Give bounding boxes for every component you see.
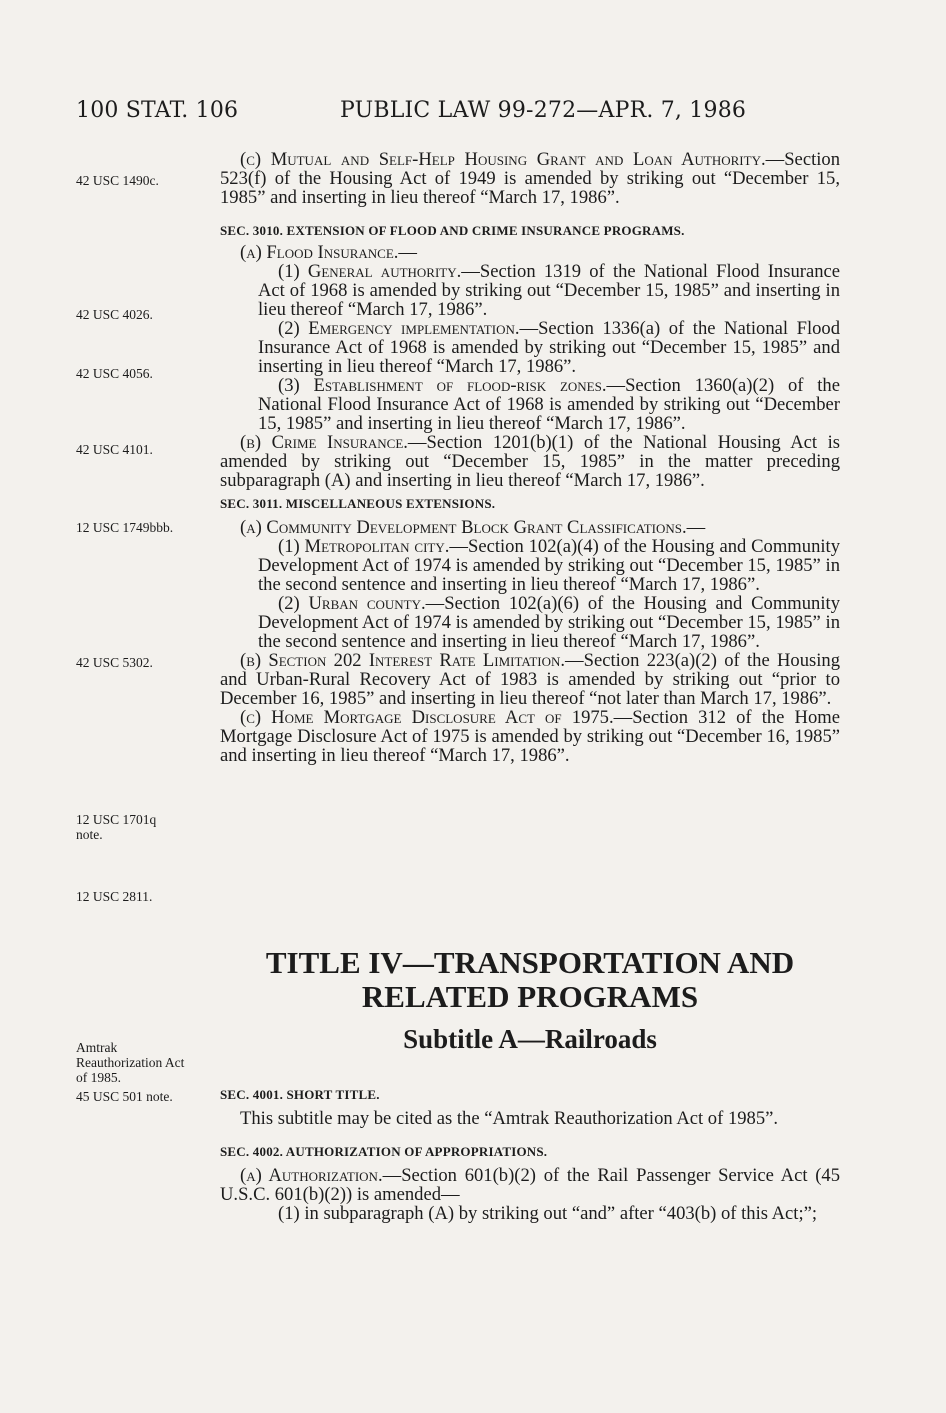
margin-note-12usc2811: 12 USC 2811. (76, 889, 153, 904)
body-section-3009c-3011 (220, 150, 840, 765)
body-section-4001-4002 (220, 1087, 840, 1223)
margin-note-42usc5302: 42 USC 5302. (76, 655, 153, 670)
para-crime-insurance: (b) Crime Insurance.—Section 1201(b)(1) of the National Housing Act is amended by striking out “December 15, 1985” in the matter preceding subparagraph (A) and inserting in lieu thereof “March 17, 1986”. (220, 432, 840, 491)
margin-note-12usc1701q: 12 USC 1701q note. (76, 812, 157, 842)
para-emergency-implementation: (2) Emergency implementation.—Section 1336(a) of the National Flood Insurance Act of 1968 is amended by striking out “December 15, 1985” and inserting in lieu thereof “March 17, 1986”. (258, 318, 841, 377)
para-short-title: This subtitle may be cited as the “Amtrak Reauthorization Act of 1985”. (240, 1108, 779, 1129)
margin-note-42usc4101: 42 USC 4101. (76, 442, 153, 457)
section-4002-heading: SEC. 4002. AUTHORIZATION OF APPROPRIATIONS. (220, 1144, 548, 1159)
title-iv-line1: TITLE IV—TRANSPORTATION AND (265, 945, 795, 980)
margin-note-42usc4026: 42 USC 4026. (76, 307, 153, 322)
margin-note-12usc1749bbb: 12 USC 1749bbb. (76, 520, 174, 535)
page-citation: 100 STAT. 106 (76, 98, 239, 123)
running-header: PUBLIC LAW 99-272—APR. 7, 1986 (340, 98, 747, 123)
para-metropolitan-city: (1) Metropolitan city.—Section 102(a)(4) of the Housing and Community Development Act of 1974 is amended by striking out “December 15, 1985” in the second sentence and inserting in lieu thereof “March 17, 1986”. (258, 536, 840, 595)
para-cdbg-classifications: (a) Community Development Block Grant Classifications.— (240, 517, 706, 538)
margin-note-45usc501: 45 USC 501 note. (76, 1089, 173, 1104)
para-authorization: (a) Authorization.—Section 601(b)(2) of the Rail Passenger Service Act (45 U.S.C. 601(b)(2)) is amended— (220, 1165, 841, 1205)
margin-note-42usc1490c: 42 USC 1490c. (76, 173, 159, 188)
section-3011-heading: SEC. 3011. MISCELLANEOUS EXTENSIONS. (220, 496, 496, 511)
para-mutual-self-help: (c) Mutual and Self-Help Housing Grant and Loan Authority.—Section 523(f) of the Housing Act of 1949 is amended by striking out “December 15, 1985” and inserting in lieu thereof “March 17, 1986”. (220, 149, 840, 208)
section-4001-heading: SEC. 4001. SHORT TITLE. (220, 1087, 380, 1102)
para-home-mortgage: (c) Home Mortgage Disclosure Act of 1975.—Section 312 of the Home Mortgage Disclosure Act of 1975 is amended by striking out “December 16, 1985” and inserting in lieu thereof “March 17, 1986”. (220, 707, 840, 766)
section-3010-heading: SEC. 3010. EXTENSION OF FLOOD AND CRIME INSURANCE PROGRAMS. (220, 223, 685, 238)
margin-note-42usc4056: 42 USC 4056. (76, 366, 153, 381)
para-flood-insurance: (a) Flood Insurance.— (240, 242, 418, 263)
para-section-202: (b) Section 202 Interest Rate Limitation.—Section 223(a)(2) of the Housing and Urban-Rural Recovery Act of 1983 is amended by striking out “prior to December 16, 1985” and inserting in lieu thereof “not later than March 17, 1986”. (220, 650, 841, 709)
para-general-authority: (1) General authority.—Section 1319 of the National Flood Insurance Act of 1968 is amended by striking out “December 15, 1985” and inserting in lieu thereof “March 17, 1986”. (258, 261, 840, 320)
title-iv-line2: RELATED PROGRAMS (361, 979, 699, 1014)
para-urban-county: (2) Urban county.—Section 102(a)(6) of the Housing and Community Development Act of 1974 is amended by striking out “December 15, 1985” in the second sentence and inserting in lieu thereof “March 17, 1986”. (258, 593, 840, 652)
subtitle-a-railroads: Subtitle A—Railroads (403, 1024, 657, 1054)
para-flood-risk-zones: (3) Establishment of flood-risk zones.—Section 1360(a)(2) of the National Flood Insurance Act of 1968 is amended by striking out “December 15, 1985” and inserting in lieu thereof “March 17, 1986”. (258, 375, 840, 434)
margin-note-amtrak-act: Amtrak Reauthorization Act of 1985. (76, 1040, 185, 1085)
para-subparagraph-a: (1) in subparagraph (A) by striking out “and” after “403(b) of this Act;”; (278, 1203, 818, 1224)
